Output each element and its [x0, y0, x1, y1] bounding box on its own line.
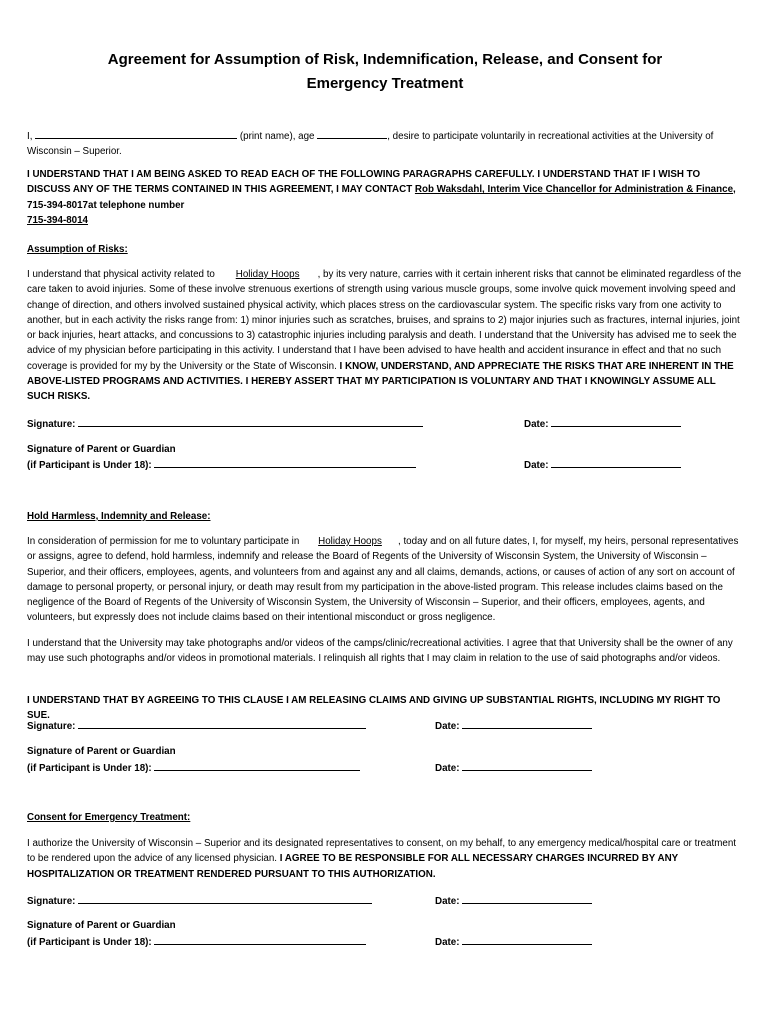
parent-row-1: (if Participant is Under 18): — [27, 457, 416, 473]
print-name-field[interactable] — [35, 128, 237, 139]
consent-paragraph: I authorize the University of Wisconsin – Superior and its designated representatives to consent, on my behalf, to any emergency medical/hospital care or treatment to be rendered upon the advice of any licensed physician. I AGREE TO BE RESPONSIBLE FOR ALL NECESSARY CHARGES INCURRED BY ANY HOSPITALIZATION OR TREATMENT RENDERED PURSUANT TO THIS AUTHORIZATION. — [27, 838, 737, 880]
document-title — [60, 48, 710, 96]
hold-heading: Hold Harmless, Indemnity and Release: — [27, 511, 211, 522]
parent-date-row-2: Date: — [435, 760, 592, 776]
date-field-1[interactable] — [551, 416, 681, 427]
parent-date-field-3[interactable] — [462, 934, 592, 945]
signature-row-2: Signature: — [27, 718, 366, 734]
parent-date-row-3: Date: — [435, 934, 592, 950]
activity-field-1[interactable]: Holiday Hoops — [235, 269, 300, 280]
parent-date-field-1[interactable] — [551, 457, 681, 468]
date-row-1: Date: — [524, 416, 681, 432]
parent-signature-field-3[interactable] — [154, 934, 366, 945]
parent-date-row-1: Date: — [524, 457, 681, 473]
parent-label-3: Signature of Parent or Guardian — [27, 920, 176, 931]
contact-phone: 715-394-8014 — [27, 214, 89, 226]
parent-row-2: (if Participant is Under 18): — [27, 760, 360, 776]
consent-heading: Consent for Emergency Treatment: — [27, 812, 191, 823]
date-field-3[interactable] — [462, 893, 592, 904]
assumption-heading: Assumption of Risks: — [27, 244, 128, 255]
title-line-2: Emergency Treatment — [306, 75, 464, 92]
signature-field-2[interactable] — [78, 718, 366, 729]
activity-field-2[interactable]: Holiday Hoops — [318, 536, 382, 547]
age-field[interactable] — [317, 128, 387, 139]
signature-field-1[interactable] — [78, 416, 423, 427]
date-field-2[interactable] — [462, 718, 592, 729]
date-row-2: Date: — [435, 718, 592, 734]
hold-bold-statement: I UNDERSTAND THAT BY AGREEING TO THIS CLAUSE I AM RELEASING CLAIMS AND GIVING UP SUBSTANTIAL RIGHTS, INCLUDING MY RIGHT TO SUE. — [27, 695, 721, 722]
intro-paragraph: I, (print name), age , desire to participate voluntarily in recreational activities at the University of Wisconsin – Superior. — [27, 128, 743, 160]
signature-row-1: Signature: — [27, 416, 423, 432]
photo-paragraph: I understand that the University may take photographs and/or videos of the camps/clinic/recreational activities. I agree that that University shall be the owner of any may use such photographs and/or videos in promotional materials. I relinquish all rights that I may claim in relation to the use of said photographs and/or videos. — [27, 638, 733, 665]
parent-signature-field-1[interactable] — [154, 457, 416, 468]
parent-signature-field-2[interactable] — [154, 760, 360, 771]
hold-paragraph: In consideration of permission for me to voluntary participate in Holiday Hoops , today and on all future dates, I, for myself, my heirs, personal representatives or assigns, agree to defend, hold harmless, indemnify and release the Board of Regents of the University of Wisconsin System, the University of Wisconsin – Superior, and their officers, employees, agents, and volunteers from and against any and all claims, demands, actions, or causes of action of any sort on account of damage to personal property, or personal injury, or death may result from my participation in the above-listed program. This release includes claims based on the negligence of the Board of Regents of the University of Wisconsin System, the University of Wisconsin – Superior, and their officers, employees, agents, and volunteers, but expressly does not include claims based on their intentional misconduct or gross negligence. — [27, 536, 739, 624]
contact-name: Rob Waksdahl, Interim Vice Chancellor for Administration & Finance — [414, 184, 734, 196]
parent-label-2: Signature of Parent or Guardian — [27, 746, 176, 757]
title-line-1: Agreement for Assumption of Risk, Indemnification, Release, and Consent for — [107, 51, 663, 68]
notice-paragraph: I UNDERSTAND THAT I AM BEING ASKED TO READ EACH OF THE FOLLOWING PARAGRAPHS CAREFULLY. I UNDERSTAND THAT IF I WISH TO DISCUSS ANY OF THE TERMS CONTAINED IN THIS AGREEMENT, I MAY CONTACT Rob Waksdahl, Interim Vice Chancellor for Administration & Finance, 715-394-8017at telephone number 715-394-8014 — [27, 169, 736, 226]
parent-row-3: (if Participant is Under 18): — [27, 934, 366, 950]
parent-date-field-2[interactable] — [462, 760, 592, 771]
date-row-3: Date: — [435, 893, 592, 909]
signature-row-3: Signature: — [27, 893, 372, 909]
signature-field-3[interactable] — [78, 893, 372, 904]
assumption-paragraph: I understand that physical activity related to Holiday Hoops , by its very nature, carries with it certain inherent risks that cannot be eliminated regardless of the care taken to avoid injuries. Some of these involve strenuous exertions of strength using various muscle groups, some involve quick movement involving speed and change of direction, and others involved sustained physical activity, which places stress on the cardiovascular system. The specific risks vary from one activity to another, but in each activity the risks range from: 1) minor injuries such as scratches, bruises, and sprains to 2) major injuries such as fractures, internal injuries, joint or back injuries, heart attacks, and concussions to 3) catastrophic injuries including paralysis and death. I understand that the University has advised me to seek the advice of my physician before participating in this activity. I understand that I have been advised to have health and accident insurance in effect and that no such coverage is provided for my by the University or the State of Wisconsin. I KNOW, UNDERSTAND, AND APPRECIATE THE RISKS THAT ARE INHERENT IN THE ABOVE-LISTED PROGRAMS AND ACTIVITIES. I HEREBY ASSERT THAT MY PARTICIPATION IS VOLUNTARY AND THAT I KNOWINGLY ASSUME ALL SUCH RISKS. — [27, 269, 742, 403]
parent-label-1: Signature of Parent or Guardian — [27, 444, 176, 455]
